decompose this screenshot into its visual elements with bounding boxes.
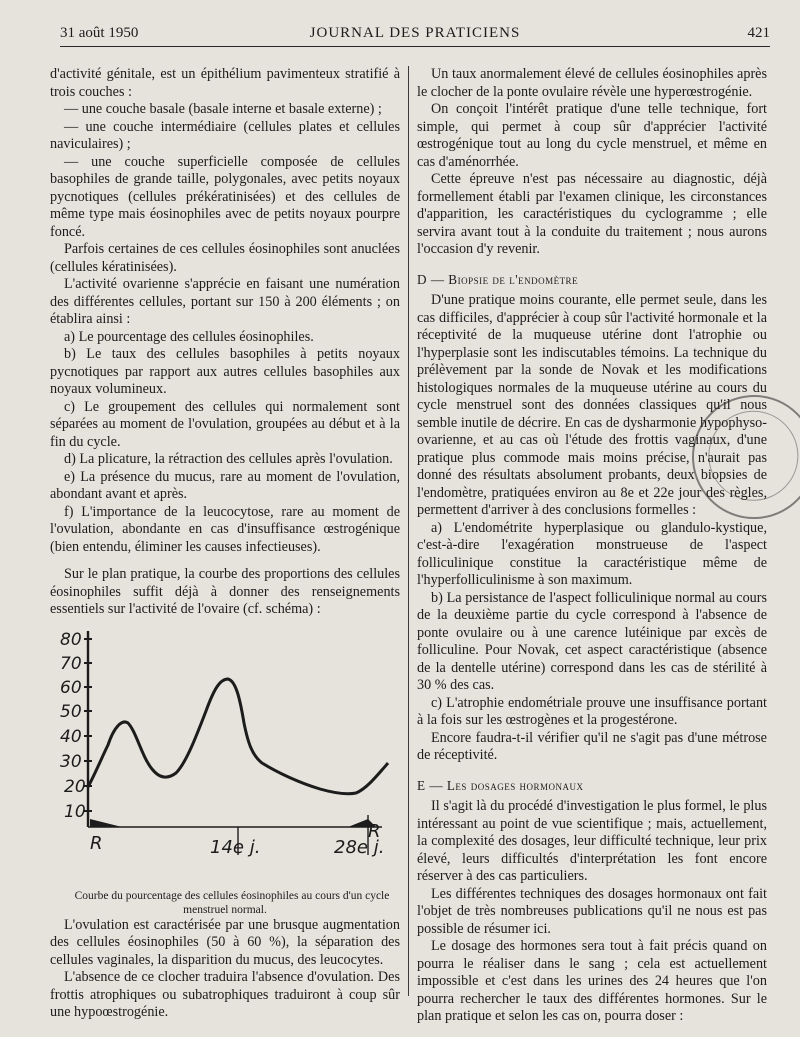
list-item: b) Le taux des cellules basophiles à petits noyaux pycnotiques par rapport aux autres cellules basophiles aux noyaux volumineux. — [50, 346, 400, 397]
paragraph: D'une pratique moins courante, elle permet seule, dans les cas difficiles, d'apprécier à coup sûr l'activité hormonale et la réceptivité de la muqueuse utérine dont l'atrophie ou l'hyperplasie sont les indiscutables témoins. La technique du prélèvement par la sonde de Novak et les modifications histologiques normales de la muqueuse utérine au cours du cycle menstruel sont des données classiques qu'il nous semble inutile de décrire. En cas de dysharmonie hypophyso-ovarienne, et au cas où l'étude des frottis vaginaux, d'une pratique plus commode mais moins précise, n'aurait pas donné des résultats absolument probants, deux biopsies de l'endomètre, pratiquées environ au 8e et 22e jour des règles, permettent d'arriver à des conclusions formelles : — [417, 292, 767, 518]
column-rule — [408, 66, 409, 996]
paragraph: L'ovulation est caractérisée par une brusque augmentation des cellules éosinophiles (50 à 60 %), la séparation des cellules vaginales, la disparition du mucus, des leucocytes. — [50, 916, 400, 968]
y-tick-label: 70 — [60, 653, 82, 674]
left-column — [50, 66, 400, 1022]
paragraph: On conçoit l'intérêt pratique d'une telle technique, fort simple, qui permet à coup sûr d'apprécier l'activité œstrogénique tout au long du cycle menstruel, et même en cas d'aménorrhée. — [417, 101, 767, 170]
library-stamp-inner-ring — [697, 399, 800, 512]
eosinophil-curve — [88, 679, 388, 794]
y-tick-label: 60 — [60, 677, 82, 698]
paragraph: Le dosage des hormones sera tout à fait précis quand on pourra le réaliser dans le sang ; cela est actuellement impossible et c'est dans les urines des 24 heures que l'on pourra rechercher le taux des différentes hormones. Sur le plan pratique et selon les cas on, pourra doser : — [417, 938, 767, 1024]
list-item: b) La persistance de l'aspect folliculinique normal au cours de la deuxième partie du cycle correspond à l'absence de ponte ovulaire ou à une carence lutéinique par excès de folliculine. Pour Novak, cet aspect caractéristique (absence de la dentelle utérine) correspond dans les cas de stérilité à 30 % des cas. — [417, 589, 767, 693]
list-item: f) L'importance de la leucocytose, rare au moment de l'ovulation, abondante en cas d'insuffisance œstrogénique (bien entendu, éliminer les causes infectieuses). — [50, 503, 400, 555]
list-item: d) La plicature, la rétraction des cellules après l'ovulation. — [64, 451, 393, 467]
figure-caption: Courbe du pourcentage des cellules éosinophiles au cours d'un cycle menstruel normal. — [74, 889, 390, 916]
paragraph: Il s'agit là du procédé d'investigation le plus formel, le plus intéressant au point de vue scientifique ; mais, actuellement, la complexité des dosages, leur difficulté technique, leur prix élevé, leurs difficultés d'interprétation les font encore réserver à des cas particuliers. — [417, 798, 767, 884]
paragraph: Cette épreuve n'est pas nécessaire au diagnostic, déjà formellement établi par l'examen clinique, les circonstances d'apparition, les caractéristiques du cyclogramme ; elle servira avant tout à la conduite du traitement ; nous aurons l'occasion d'y revenir. — [417, 171, 767, 257]
x-tick-label: 14e j. — [210, 836, 261, 858]
section-heading: E — Les dosages hormonaux — [417, 777, 584, 793]
y-tick-label: 50 — [60, 701, 82, 722]
x-tick-label: 28e j. — [334, 836, 385, 858]
paragraph: Les différentes techniques des dosages hormonaux ont fait l'objet de très nombreuses publications qu'il ne nous est pas possible de résumer ici. — [417, 885, 767, 937]
x-tick-label: R — [90, 832, 103, 854]
journal-title: JOURNAL DES PRATICIENS — [309, 25, 521, 41]
section-heading: D — Biopsie de l'endomètre — [417, 271, 579, 287]
right-column — [417, 66, 767, 1026]
y-tick-label: 20 — [64, 776, 86, 797]
x-tick-label: R — [368, 820, 381, 842]
list-item: — une couche basale (basale interne et basale externe) ; — [64, 101, 382, 117]
paragraph: Encore faudra-t-il vérifier qu'il ne s'agit pas d'une métrose de réceptivité. — [417, 729, 767, 763]
list-item: — une couche intermédiaire (cellules plates et cellules naviculaires) ; — [50, 118, 400, 152]
eosinophil-curve-figure — [50, 627, 400, 887]
list-item: e) La présence du mucus, rare au moment de l'ovulation, abondant avant et après. — [50, 468, 400, 502]
paragraph: Parfois certaines de ces cellules éosinophiles sont anuclées (cellules kératinisées). — [50, 241, 400, 275]
paragraph: Sur le plan pratique, la courbe des proportions des cellules éosinophiles suffit déjà à donner des renseignements essentiels sur l'activité de l'ovaire (cf. schéma) : — [50, 566, 400, 617]
eosinophil-curve-chart — [50, 627, 400, 887]
paragraph: L'activité ovarienne s'apprécie en faisant une numération des différentes cellules, portant sur 150 à 200 éléments ; on établira ainsi : — [50, 276, 400, 327]
y-tick-label: 30 — [60, 751, 82, 772]
running-header — [60, 22, 770, 47]
page-number: 421 — [747, 25, 770, 41]
list-item: c) Le groupement des cellules qui normalement sont séparées au moment de l'ovulation, groupées au début et à la fin du cycle. — [50, 398, 400, 450]
paragraph: d'activité génitale, est un épithélium pavimenteux stratifié à trois couches : — [50, 66, 400, 100]
issue-date: 31 août 1950 — [60, 25, 139, 41]
y-tick-label: 40 — [60, 726, 82, 747]
menstruation-hatch-left — [90, 819, 122, 827]
y-tick-label: 10 — [64, 801, 86, 822]
list-item: — une couche superficielle composée de cellules basophiles de grande taille, polygonales, avec petits noyaux pycnotiques (cellules prékératinisées) et des cellules de même type mais éosinophiles avec de petits noyaux pourpre foncé. — [50, 153, 400, 240]
list-item: a) Le pourcentage des cellules éosinophiles. — [64, 328, 314, 345]
paragraph: L'absence de ce clocher traduira l'absence d'ovulation. Des frottis atrophiques ou subatrophiques traduiront à coup sûr une hypoœstrogénie. — [50, 969, 400, 1020]
list-item: a) L'endométrite hyperplasique ou glandulo-kystique, c'est-à-dire l'exagération monstrueuse de l'aspect folliculinique constitue la caractéristique même de l'hyperfolliculinisme à son maximum. — [417, 519, 767, 588]
y-tick-label: 80 — [60, 629, 82, 650]
list-item: c) L'atrophie endométriale prouve une insuffisance portant à la fois sur les œstrogènes et la progestérone. — [417, 694, 767, 728]
paragraph: Un taux anormalement élevé de cellules éosinophiles après le clocher de la ponte ovulaire révèle une hyperœstrogénie. — [417, 66, 767, 100]
